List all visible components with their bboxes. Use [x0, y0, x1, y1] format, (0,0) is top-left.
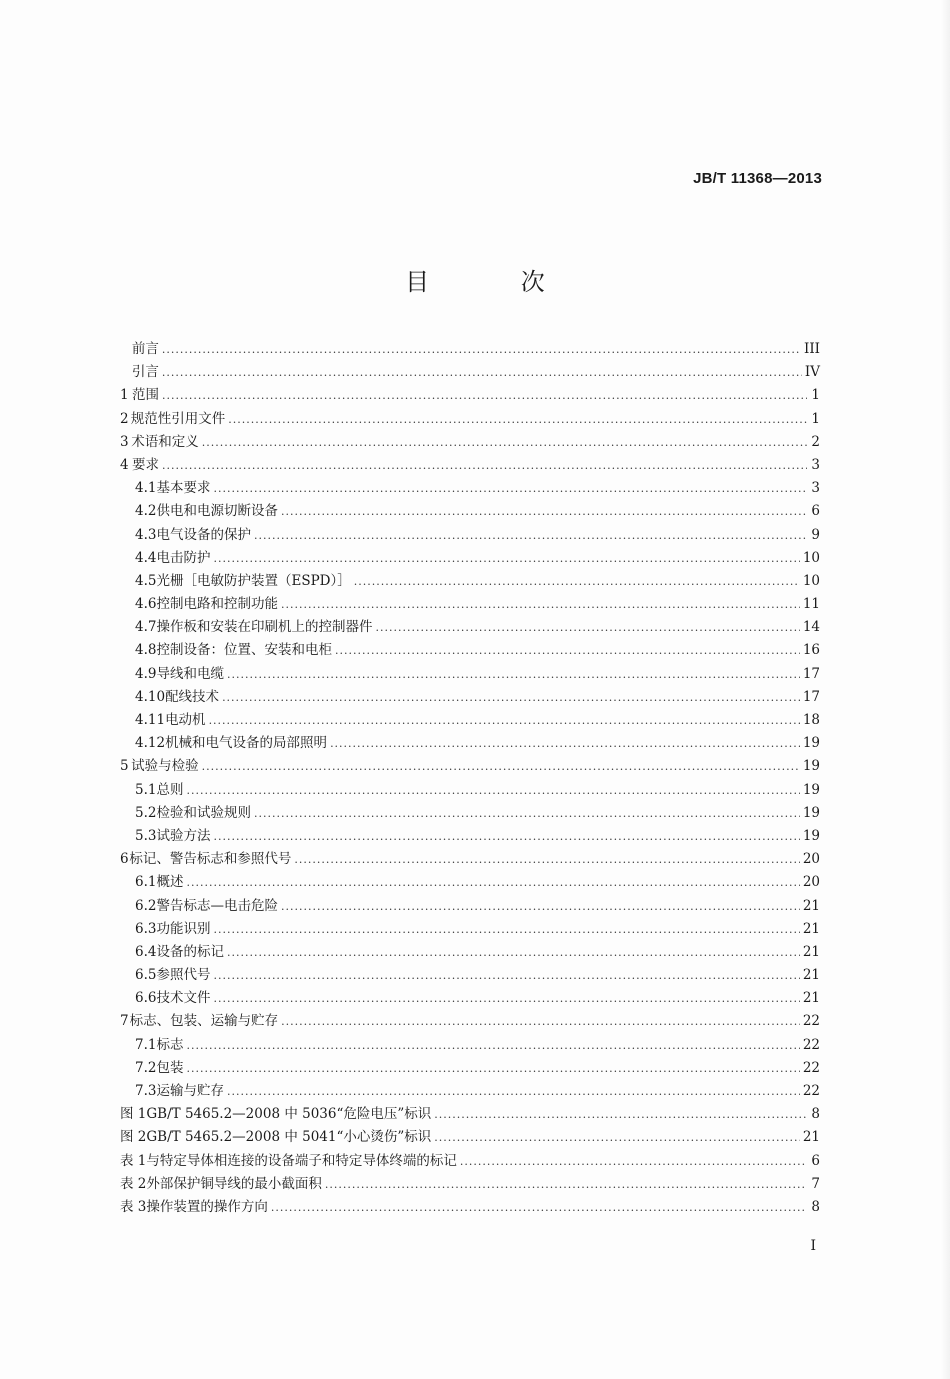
toc-entry-page: 10: [802, 572, 820, 589]
toc-entry-label: 基本要求: [156, 480, 211, 497]
toc-entry-number: 6.5: [135, 967, 157, 984]
toc-leader-dots: [213, 825, 799, 848]
toc-entry[interactable]: [120, 570, 820, 593]
toc-entry-label: 电动机: [165, 712, 206, 728]
toc-entry-number: 4: [120, 456, 129, 473]
toc-entry[interactable]: [120, 825, 820, 848]
toc-entry-page: 20: [802, 874, 820, 891]
scan-edge: [940, 0, 950, 1379]
toc-entry[interactable]: [120, 1080, 820, 1103]
toc-entry-number: 表 3: [120, 1198, 147, 1215]
toc-entry-page: 22: [802, 1059, 820, 1076]
toc-entry-label: 设备的标记: [156, 943, 224, 960]
toc-entry[interactable]: [120, 524, 820, 547]
toc-entry-page: 22: [802, 1013, 820, 1030]
toc-leader-dots: [209, 709, 800, 732]
toc-entry-page: 8: [811, 1106, 820, 1123]
toc-entry-page: 16: [802, 642, 820, 659]
toc-leader-dots: [281, 1010, 800, 1033]
toc-entry-label: 导线和电缆: [156, 665, 224, 682]
toc-entry-label: 配线技术: [165, 688, 220, 705]
toc-entry-label: 操作装置的操作方向: [146, 1198, 268, 1215]
toc-leader-dots: [222, 686, 800, 709]
toc-entry-label: 试验与检验: [131, 758, 199, 775]
toc-entry-page: 2: [811, 433, 820, 450]
toc-leader-dots: [186, 779, 799, 802]
toc-leader-dots: [202, 431, 807, 454]
toc-entry-page: 1: [811, 387, 820, 404]
toc-entry[interactable]: [120, 477, 820, 500]
toc-entry-number: 4.9: [135, 665, 157, 682]
toc-entry-number: 4.6: [135, 596, 157, 613]
toc-entry-number: 4.1: [135, 480, 157, 497]
toc-entry-label: 检验和试验规则: [156, 804, 251, 821]
toc-entry-page: 21: [802, 990, 820, 1007]
toc-entry-label: 光栅［电敏防护装置（ESPD）］: [156, 572, 351, 589]
toc-entry-page: 19: [802, 827, 820, 844]
toc-entry-number: 6.2: [135, 897, 157, 914]
toc-entry-label: 引言: [131, 364, 159, 381]
toc-entry-number: 5.2: [135, 804, 157, 821]
toc-entry-label: GB/T 5465.2—2008 中 5041“小心烫伤”标识: [146, 1129, 432, 1146]
toc-entry[interactable]: [120, 941, 820, 964]
toc-leader-dots: [354, 570, 800, 593]
toc-entry-number: 6.3: [135, 920, 157, 937]
toc-leader-dots: [227, 663, 800, 686]
toc-entry-label: 标志: [156, 1036, 184, 1053]
toc-entry-number: 6: [120, 851, 129, 868]
toc-entry-number: 5.1: [135, 781, 157, 798]
toc-entry-page: 17: [802, 665, 820, 682]
toc-leader-dots: [434, 1103, 807, 1126]
toc-leader-dots: [162, 361, 802, 384]
toc-entry[interactable]: [120, 454, 820, 477]
toc-leader-dots: [162, 338, 801, 361]
toc-entry[interactable]: [120, 1173, 820, 1196]
toc-leader-dots: [213, 477, 807, 500]
toc-entry[interactable]: [120, 1150, 820, 1173]
toc-entry[interactable]: [120, 1057, 820, 1080]
standard-code: JB/T 11368—2013: [693, 170, 822, 187]
toc-entry-page: 19: [802, 781, 820, 798]
toc-entry[interactable]: [120, 639, 820, 662]
toc-entry-label: 参照代号: [156, 967, 211, 984]
toc-entry-page: 1: [811, 410, 820, 427]
toc-entry-number: 5.3: [135, 827, 157, 844]
toc-entry-number: 表 2: [120, 1175, 147, 1192]
toc-leader-dots: [186, 871, 799, 894]
toc-leader-dots: [186, 1057, 799, 1080]
toc-entry-number: 7.2: [135, 1059, 157, 1076]
toc-entry-number: 6.4: [135, 943, 157, 960]
toc-entry-page: IV: [804, 364, 820, 381]
toc-entry[interactable]: [120, 802, 820, 825]
toc-entry-label: GB/T 5465.2—2008 中 5036“危险电压”标识: [146, 1106, 432, 1123]
toc-entry-number: 6.6: [135, 990, 157, 1007]
toc-entry[interactable]: [120, 964, 820, 987]
toc-leader-dots: [227, 941, 800, 964]
toc-entry-label: 范围: [131, 387, 159, 404]
toc-entry-label: 标志、包装、运输与贮存: [129, 1013, 279, 1030]
toc-entry-number: 6.1: [135, 874, 157, 891]
toc-entry-page: 19: [802, 758, 820, 775]
toc-entry-number: 4.3: [135, 526, 157, 543]
toc-entry[interactable]: [120, 732, 820, 755]
toc-leader-dots: [294, 848, 799, 871]
toc-entry-number: 4.12: [135, 735, 166, 752]
toc-entry-label: 总则: [156, 781, 184, 798]
toc-entry-page: 21: [802, 920, 820, 937]
table-of-contents: [120, 338, 820, 1219]
toc-leader-dots: [202, 755, 800, 778]
toc-entry-number: 4.4: [135, 549, 157, 566]
toc-entry-page: 6: [811, 1152, 820, 1169]
toc-leader-dots: [271, 1196, 807, 1219]
toc-entry-page: 14: [802, 619, 820, 636]
toc-entry-page: 22: [802, 1036, 820, 1053]
toc-leader-dots: [281, 895, 800, 918]
toc-entry[interactable]: [120, 709, 820, 732]
toc-entry-number: 1: [120, 387, 129, 404]
toc-leader-dots: [254, 802, 800, 825]
toc-leader-dots: [330, 732, 800, 755]
toc-entry-label: 要求: [131, 456, 159, 473]
toc-entry-number: 图 2: [120, 1129, 147, 1146]
toc-entry-number: 5: [120, 758, 129, 775]
toc-entry[interactable]: [120, 408, 820, 431]
toc-entry-label: 电气设备的保护: [156, 526, 251, 543]
toc-entry-number: 4.11: [135, 712, 166, 728]
toc-entry[interactable]: [120, 779, 820, 802]
toc-entry-page: 11: [802, 596, 820, 613]
toc-entry-label: 包装: [156, 1059, 184, 1076]
toc-entry-page: 19: [802, 804, 820, 821]
toc-entry[interactable]: [120, 755, 820, 778]
toc-entry[interactable]: [120, 663, 820, 686]
toc-entry-number: 表 1: [120, 1152, 147, 1169]
toc-leader-dots: [162, 454, 807, 477]
toc-entry-label: 控制设备：位置、安装和电柜: [156, 642, 332, 659]
toc-entry-page: 19: [802, 735, 820, 752]
toc-entry-number: 图 1: [120, 1106, 147, 1123]
toc-leader-dots: [281, 500, 807, 523]
toc-entry-label: 功能识别: [156, 920, 211, 937]
toc-entry-label: 机械和电气设备的局部照明: [165, 735, 328, 752]
toc-leader-dots: [213, 964, 799, 987]
toc-entry-number: 4.10: [135, 688, 166, 705]
toc-entry-number: 7.1: [135, 1036, 157, 1053]
toc-entry-page: 21: [802, 1129, 820, 1146]
toc-leader-dots: [325, 1173, 807, 1196]
toc-entry-label: 警告标志—电击危险: [156, 897, 278, 914]
toc-leader-dots: [375, 616, 799, 639]
toc-entry-label: 供电和电源切断设备: [156, 503, 278, 520]
toc-leader-dots: [335, 639, 800, 662]
toc-leader-dots: [213, 987, 799, 1010]
toc-entry-page: 18: [802, 712, 820, 728]
toc-entry-page: 21: [802, 967, 820, 984]
toc-leader-dots: [162, 384, 807, 407]
toc-entry[interactable]: [120, 547, 820, 570]
toc-entry-page: 6: [811, 503, 820, 520]
toc-entry[interactable]: [120, 338, 820, 361]
toc-entry-page: III: [804, 341, 820, 357]
toc-entry-page: 17: [802, 688, 820, 705]
toc-entry-number: 7: [120, 1013, 129, 1030]
toc-leader-dots: [434, 1126, 800, 1149]
toc-entry-page: 3: [811, 456, 820, 473]
toc-entry-label: 操作板和安装在印刷机上的控制器件: [156, 619, 373, 636]
toc-entry[interactable]: [120, 1034, 820, 1057]
toc-entry[interactable]: [120, 918, 820, 941]
toc-entry-number: 7.3: [135, 1083, 157, 1099]
toc-entry[interactable]: [120, 871, 820, 894]
toc-entry[interactable]: [120, 431, 820, 454]
toc-entry-page: 21: [802, 943, 820, 960]
toc-leader-dots: [213, 918, 799, 941]
toc-entry-number: 3: [120, 433, 129, 450]
toc-entry-page: 20: [802, 851, 820, 868]
toc-entry-label: 术语和定义: [131, 433, 199, 450]
page-title: 目 次: [405, 268, 587, 296]
toc-entry-label: 外部保护铜导线的最小截面积: [146, 1175, 322, 1192]
toc-entry-number: 4.2: [135, 503, 157, 520]
toc-entry-label: 与特定导体相连接的设备端子和特定导体终端的标记: [146, 1152, 457, 1169]
toc-entry-label: 技术文件: [156, 990, 211, 1007]
toc-entry-page: 21: [802, 897, 820, 914]
toc-entry-page: 10: [802, 549, 820, 566]
toc-entry[interactable]: [120, 987, 820, 1010]
page-number: I: [810, 1238, 816, 1254]
toc-entry-page: 8: [811, 1198, 820, 1215]
toc-entry-number: 2: [120, 410, 129, 427]
toc-entry[interactable]: [120, 1010, 820, 1033]
toc-entry[interactable]: [120, 1196, 820, 1219]
toc-entry-page: 7: [811, 1175, 820, 1192]
toc-entry-page: 3: [811, 480, 820, 497]
toc-entry-page: 9: [811, 526, 820, 543]
toc-entry[interactable]: [120, 1126, 820, 1149]
toc-entry[interactable]: [120, 384, 820, 407]
toc-entry-label: 规范性引用文件: [130, 410, 226, 427]
toc-leader-dots: [227, 1080, 800, 1103]
toc-leader-dots: [460, 1150, 807, 1173]
toc-entry-number: 4.7: [135, 619, 157, 636]
toc-entry[interactable]: [120, 1103, 820, 1126]
toc-entry-page: 22: [802, 1083, 820, 1099]
toc-entry[interactable]: [120, 686, 820, 709]
toc-entry[interactable]: [120, 616, 820, 639]
toc-entry-label: 概述: [156, 874, 184, 891]
toc-entry[interactable]: [120, 361, 820, 384]
toc-leader-dots: [213, 547, 799, 570]
toc-leader-dots: [281, 593, 800, 616]
toc-entry-label: 运输与贮存: [156, 1083, 224, 1099]
toc-entry-label: 电击防护: [156, 549, 211, 566]
toc-entry-label: 试验方法: [156, 827, 211, 844]
toc-entry[interactable]: [120, 500, 820, 523]
toc-entry[interactable]: [120, 593, 820, 616]
toc-entry[interactable]: [120, 848, 820, 871]
toc-entry[interactable]: [120, 895, 820, 918]
toc-entry-number: 4.5: [135, 572, 157, 589]
toc-entry-label: 前言: [131, 341, 159, 357]
toc-entry-label: 控制电路和控制功能: [156, 596, 278, 613]
toc-entry-label: 标记、警告标志和参照代号: [129, 851, 292, 868]
toc-leader-dots: [254, 524, 807, 547]
toc-leader-dots: [228, 408, 807, 431]
toc-leader-dots: [186, 1034, 799, 1057]
toc-entry-number: 4.8: [135, 642, 157, 659]
